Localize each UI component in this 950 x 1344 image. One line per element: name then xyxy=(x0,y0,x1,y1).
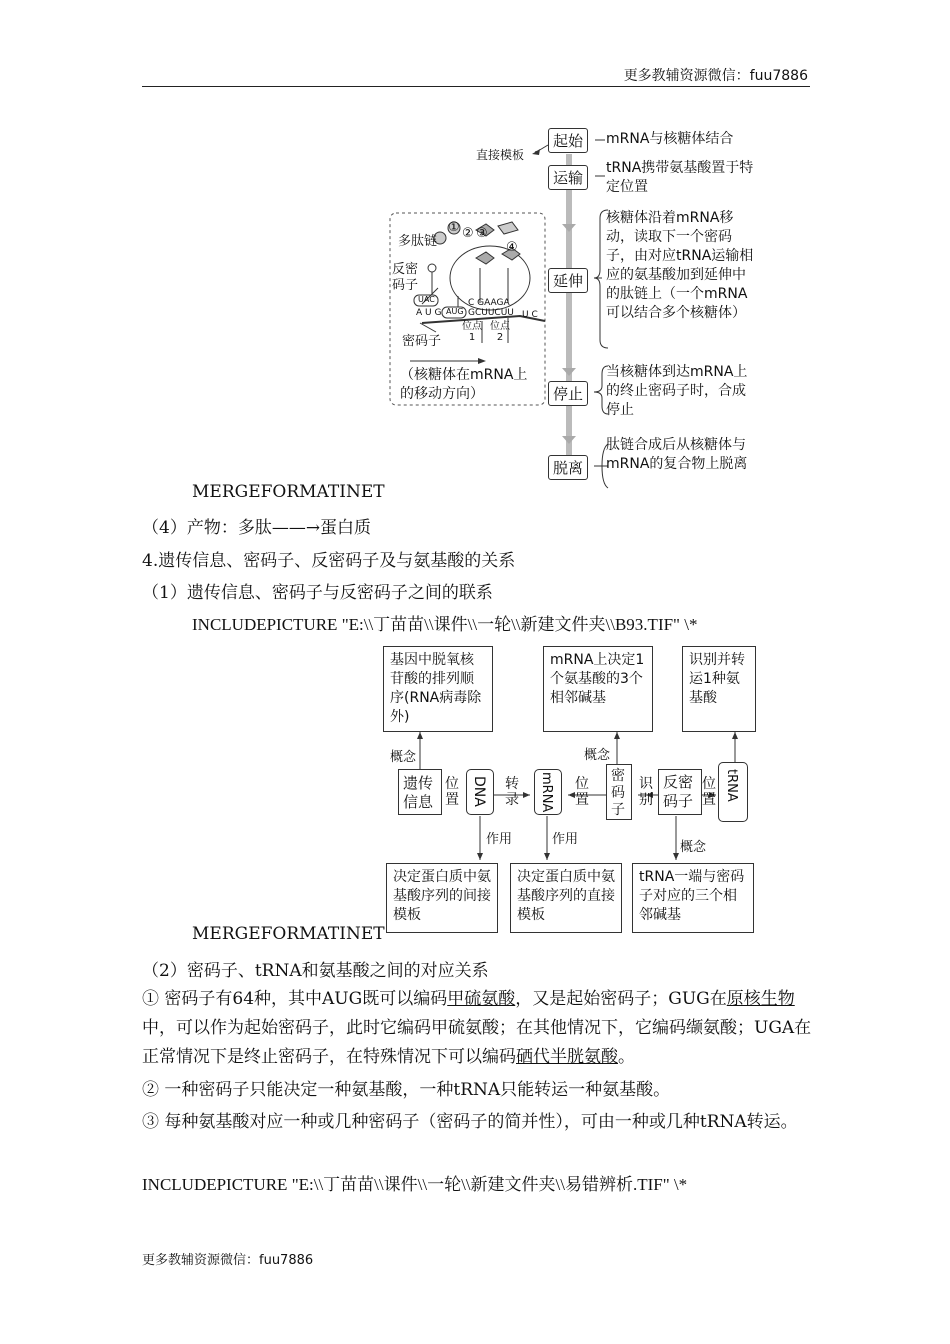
seq-top: C GAAGA xyxy=(468,298,510,308)
use-label-2: 作用 xyxy=(552,832,579,847)
dna-node xyxy=(466,769,494,815)
recognize-label: 识别 xyxy=(639,776,653,808)
use-label-1: 作用 xyxy=(486,832,513,847)
stage-stop: 停止 xyxy=(548,381,588,406)
uac-label: UAC xyxy=(418,295,435,304)
stage-elongation: 延伸 xyxy=(548,268,588,293)
p1-text-d: 。 xyxy=(618,1047,635,1067)
translation-figure xyxy=(380,118,780,503)
seq-bottom: GCUUCUU xyxy=(468,308,514,318)
stage-elongation-desc: 核糖体沿着mRNA移动，读取下一个密码子，由对应tRNA运输相应的氨基酸加到延伸中的肽链上（一个mRNA可以结合多个核糖体） xyxy=(606,210,754,321)
product-line: （4）产物：多肽——→蛋白质 xyxy=(142,518,372,538)
stage-transport-desc: tRNA携带氨基酸置于特定位置 xyxy=(606,160,754,195)
gene-info-concept-box: 基因中脱氧核苷酸的排列顺序(RNA病毒除外) xyxy=(383,646,493,732)
trna-text: tRNA xyxy=(724,769,739,802)
direct-template-box: 决定蛋白质中氨基酸序列的直接模板 xyxy=(510,863,622,933)
header-divider xyxy=(142,86,810,87)
include-picture-2: INCLUDEPICTURE "E:\\丁苗苗\\课件\\一轮\\新建文件夹\\易错辨析.TIF" \* xyxy=(142,1175,688,1194)
header-text: 更多教辅资源微信：fuu7886 xyxy=(623,68,808,84)
footer-text: 更多教辅资源微信：fuu7886 xyxy=(142,1253,314,1268)
peptide-label: 多肽链 xyxy=(398,234,438,249)
mrna-node xyxy=(534,769,562,815)
stage-start: 起始 xyxy=(548,128,588,153)
p1-text-b: ，又是起始密码子；GUG在 xyxy=(515,989,727,1009)
codon-label: 密码子 xyxy=(402,334,442,349)
stage-start-desc: mRNA与核糖体结合 xyxy=(606,131,734,147)
num-4: ④ xyxy=(506,240,518,255)
paragraph-2: ② 一种密码子只能决定一种氨基酸，一种tRNA只能转运一种氨基酸。 xyxy=(142,1080,671,1100)
site-2-label: 位点 2 xyxy=(490,321,510,343)
concept-map-figure xyxy=(380,640,760,940)
anticodon-node: 反密码子 xyxy=(658,769,702,815)
anticodon-concept-box: tRNA一端与密码子对应的三个相邻碱基 xyxy=(632,863,754,933)
position-label-1: 位置 xyxy=(445,776,459,808)
stage-stop-desc: 当核糖体到达mRNA上的终止密码子时，合成停止 xyxy=(606,364,748,418)
stage-release: 脱离 xyxy=(548,455,588,480)
stage-transport: 运输 xyxy=(548,165,588,190)
codon-node: 密码子 xyxy=(606,764,632,820)
subheading-2: （2）密码子、tRNA和氨基酸之间的对应关系 xyxy=(142,961,489,981)
genetic-info-node: 遗传信息 xyxy=(398,769,442,815)
trna-function-box: 识别并转运1种氨基酸 xyxy=(682,646,756,732)
num-2: ② xyxy=(462,226,474,241)
position-label-2: 位置 xyxy=(575,776,589,808)
codon-concept-box: mRNA上决定1个氨基酸的3个相邻碱基 xyxy=(543,646,653,732)
site-1-label: 位点 1 xyxy=(462,321,482,343)
mrna-text: mRNA xyxy=(539,772,554,813)
p1-underline-1: 甲硫氨酸 xyxy=(447,989,516,1009)
anticodon-label: 反密码子 xyxy=(392,262,419,293)
p1-text-c: 中，可以作为起始密码子，此时它编码甲硫氨酸；在其他情况下，它编码缬氨酸；UGA在正常情况下是终止密码子，在特殊情况下可以编码 xyxy=(142,1018,812,1067)
indirect-template-box: 决定蛋白质中氨基酸序列的间接模板 xyxy=(386,863,498,933)
p1-underline-3: 硒代半胱氨酸 xyxy=(516,1047,618,1067)
p1-text-a: ① 密码子有64种，其中AUG既可以编码 xyxy=(142,989,448,1009)
merge-format-1: MERGEFORMATINET xyxy=(192,482,385,502)
aug-label: AUG xyxy=(446,307,464,316)
trna-node xyxy=(718,762,748,822)
concept-label-2: 概念 xyxy=(584,748,611,763)
transcription-label: 转录 xyxy=(505,776,519,808)
direction-caption: （核糖体在mRNA上的移动方向） xyxy=(400,367,528,402)
stage-release-desc: 肽链合成后从核糖体与mRNA的复合物上脱离 xyxy=(606,437,748,472)
include-picture-1: INCLUDEPICTURE "E:\\丁苗苗\\课件\\一轮\\新建文件夹\\B93.TIF" \* xyxy=(192,615,698,634)
dna-text: DNA xyxy=(471,776,487,807)
direct-template-label: 直接模板 xyxy=(476,148,525,162)
merge-format-2: MERGEFORMATINET xyxy=(192,924,385,944)
section-4-heading: 4.遗传信息、密码子、反密码子及与氨基酸的关系 xyxy=(142,551,516,571)
subheading-1: （1）遗传信息、密码子与反密码子之间的联系 xyxy=(142,583,493,603)
concept-label-1: 概念 xyxy=(390,750,417,765)
num-3: ③ xyxy=(476,226,488,241)
paragraph-3: ③ 每种氨基酸对应一种或几种密码子（密码子的简并性），可由一种或几种tRNA转运。 xyxy=(142,1112,798,1132)
seq-tail: U C xyxy=(522,310,538,320)
paragraph-1 xyxy=(142,985,812,1072)
num-1: ① xyxy=(448,220,460,235)
concept-label-3: 概念 xyxy=(680,840,707,855)
seq-aug-left: A U G xyxy=(416,308,442,318)
p1-underline-2: 原核生物 xyxy=(726,989,795,1009)
position-label-3: 位置 xyxy=(702,776,716,808)
